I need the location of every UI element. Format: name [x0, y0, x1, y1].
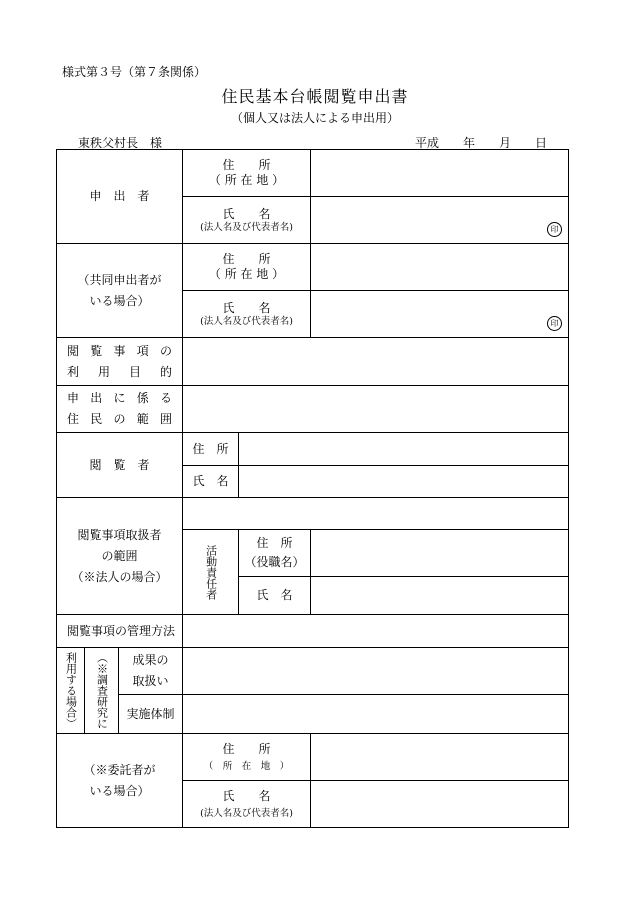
consignor-label: （※委託者が いる場合）: [57, 734, 183, 828]
viewer-address-input[interactable]: [239, 433, 569, 466]
management-label: 閲覧事項の管理方法: [57, 615, 183, 648]
co-applicant-name-label: 氏 名 (法人名及び代表者名): [183, 291, 311, 338]
application-form-table: [56, 149, 569, 828]
consignor-address-label: 住 所 （ 所 在 地 ）: [183, 734, 311, 781]
co-applicant-label: （共同申出者が いる場合）: [57, 244, 183, 338]
viewer-label: 閲 覧 者: [57, 433, 183, 498]
co-applicant-address-label: 住 所 （ 所 在 地 ）: [183, 244, 311, 291]
page-title: 住民基本台帳閲覧申出書: [221, 87, 409, 106]
seal-mark: 印: [547, 316, 562, 331]
co-applicant-address-input[interactable]: [311, 244, 569, 291]
consignor-name-input[interactable]: [311, 781, 569, 828]
purpose-label: 閲覧事項の 利用目的: [57, 338, 183, 386]
applicant-name-input[interactable]: [311, 197, 569, 244]
officer-address-label: 住 所 （役職名）: [239, 530, 311, 577]
date-field: 平成 年 月 日: [415, 136, 548, 150]
handler-top-input[interactable]: [183, 498, 569, 530]
subtitle: （個人又は法人による申出用）: [230, 111, 399, 125]
officer-address-input[interactable]: [311, 530, 569, 577]
seal-mark: 印: [547, 222, 562, 237]
officer-name-input[interactable]: [311, 577, 569, 615]
research-results-label: 成果の 取扱い: [119, 648, 183, 695]
applicant-label: 申 出 者: [57, 150, 183, 244]
applicant-address-label: 住 所 （ 所 在 地 ）: [183, 150, 311, 197]
applicant-name-label: 氏 名 (法人名及び代表者名): [183, 197, 311, 244]
applicant-address-input[interactable]: [311, 150, 569, 197]
research-system-input[interactable]: [183, 695, 569, 734]
addressee: 東秩父村長 様: [78, 136, 163, 150]
management-input[interactable]: [183, 615, 569, 648]
officer-name-label: 氏 名: [239, 577, 311, 615]
viewer-name-input[interactable]: [239, 466, 569, 498]
research-system-label: 実施体制: [119, 695, 183, 734]
co-applicant-name-input[interactable]: [311, 291, 569, 338]
purpose-input[interactable]: [183, 338, 569, 386]
viewer-address-label: 住 所: [183, 433, 239, 466]
handler-label: 閲覧事項取扱者 の範囲 （※法人の場合）: [57, 498, 183, 615]
officer-vertical-label: 活動責任者: [183, 530, 239, 615]
form-number: 様式第３号（第７条関係）: [62, 65, 207, 79]
consignor-name-label: 氏 名 (法人名及び代表者名): [183, 781, 311, 828]
consignor-address-input[interactable]: [311, 734, 569, 781]
research-vertical-inner: （※調査研究に: [85, 648, 119, 734]
research-vertical-outer: 利用する場合）: [57, 648, 85, 734]
scope-label: 申出に係る 住民の範囲: [57, 386, 183, 433]
scope-input[interactable]: [183, 386, 569, 433]
research-results-input[interactable]: [183, 648, 569, 695]
viewer-name-label: 氏 名: [183, 466, 239, 498]
